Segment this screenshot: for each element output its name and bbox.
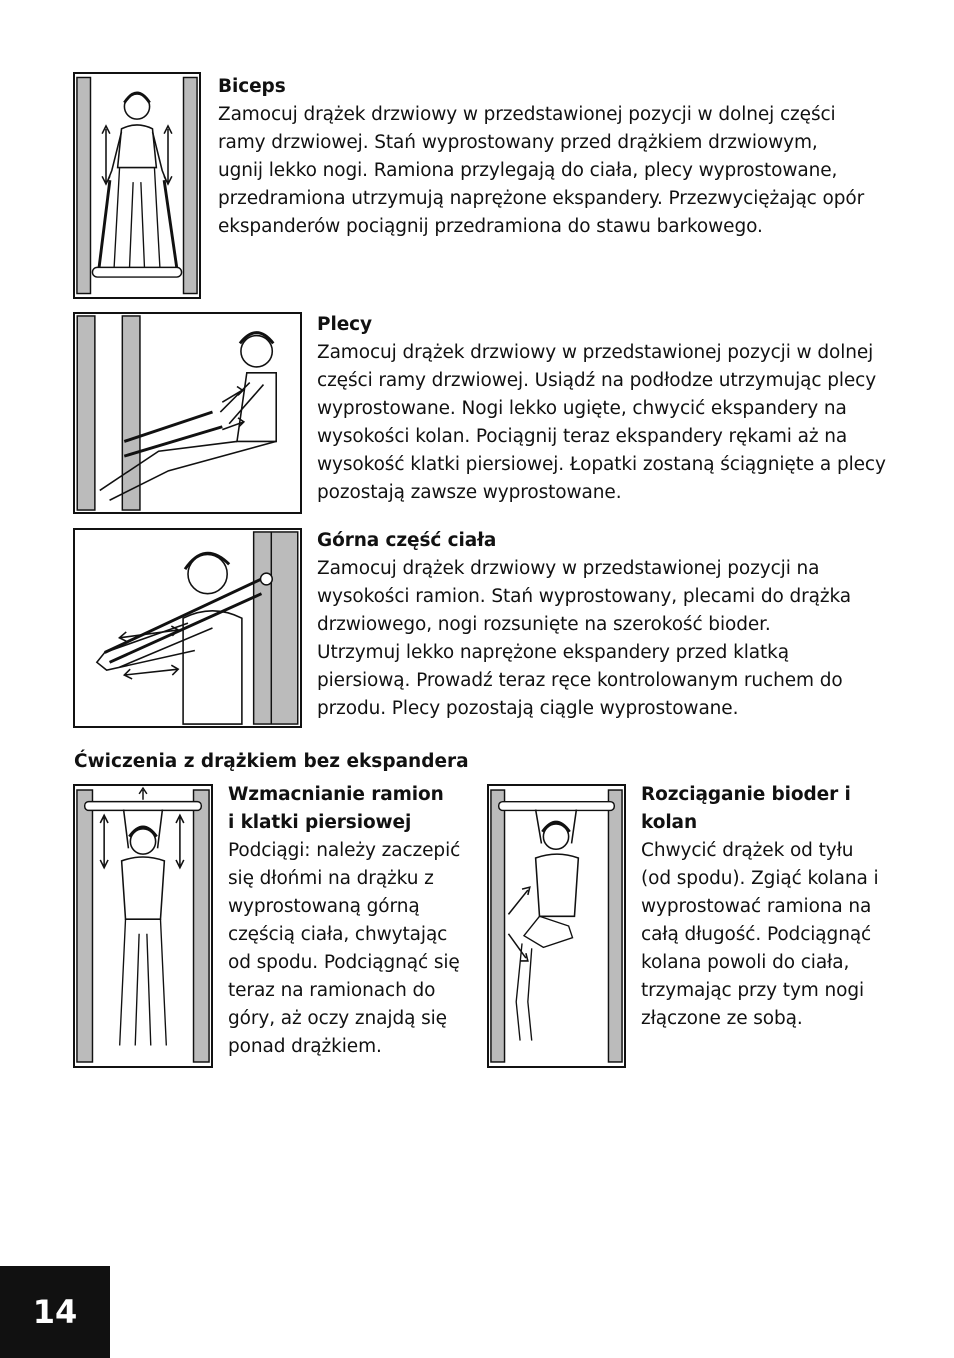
biceps-line: ramy drzwiowej. Stań wyprostowany przed drążkiem drzwiowym, — [218, 132, 818, 153]
pullup-title: i klatki piersiowej — [228, 812, 412, 833]
biceps-line: przedramiona utrzymują naprężone ekspandery. Przezwyciężając opór — [218, 188, 865, 209]
hip-stretch-line: całą długość. Podciągnąć — [641, 924, 872, 945]
hip-stretch-illustration — [487, 784, 626, 1068]
biceps-line: Zamocuj drążek drzwiowy w przedstawionej pozycji w dolnej części — [218, 104, 836, 125]
back-line: wysokość klatki piersiowej. Łopatki zostaną ściągnięte a plecy — [317, 454, 886, 475]
biceps-line: ekspanderów pociągnij przedramiona do stawu barkowego. — [218, 216, 763, 237]
upper-body-line: piersiową. Prowadź teraz ręce kontrolowanym ruchem do — [317, 670, 843, 691]
page-number: 14 — [0, 1266, 110, 1358]
upper-body-line: Zamocuj drążek drzwiowy w przedstawionej pozycji na — [317, 558, 820, 579]
upper-body-line: wysokości ramion. Stań wyprostowany, plecami do drążka — [317, 586, 852, 607]
pullup-text — [228, 781, 478, 1061]
upper-body-line: Utrzymuj lekko naprężone ekspandery przed klatką — [317, 642, 789, 663]
back-line: pozostają zawsze wyprostowane. — [317, 482, 622, 503]
back-line: Zamocuj drążek drzwiowy w przedstawionej pozycji w dolnej — [317, 342, 874, 363]
back-line: wysokości kolan. Pociągnij teraz ekspandery rękami aż na — [317, 426, 848, 447]
upper-body-illustration — [73, 528, 302, 728]
biceps-illustration — [73, 72, 201, 299]
pullup-line: się dłońmi na drążku z — [228, 868, 434, 889]
hip-stretch-title: kolan — [641, 812, 698, 833]
pullup-line: częścią ciała, chwytając — [228, 924, 448, 945]
hip-stretch-line: kolana powoli do ciała, — [641, 952, 850, 973]
pullup-line: od spodu. Podciągnąć się — [228, 952, 460, 973]
back-exercise-illustration — [73, 312, 302, 514]
pullup-line: Podciągi: należy zaczepić — [228, 840, 461, 861]
pullup-illustration — [73, 784, 213, 1068]
back-line: części ramy drzwiowej. Usiądź na podłodze utrzymując plecy — [317, 370, 877, 391]
upper-body-line: przodu. Plecy pozostają ciągle wyprostowane. — [317, 698, 739, 719]
biceps-text — [218, 73, 898, 241]
hip-stretch-text — [641, 781, 901, 1033]
biceps-title: Biceps — [218, 76, 286, 97]
pullup-title: Wzmacnianie ramion — [228, 784, 444, 805]
back-title: Plecy — [317, 314, 372, 335]
upper-body-title: Górna część ciała — [317, 530, 497, 551]
upper-body-text — [317, 527, 907, 723]
section-title: Ćwiczenia z drążkiem bez ekspandera — [74, 751, 469, 772]
hip-stretch-title: Rozciąganie bioder i — [641, 784, 851, 805]
pullup-line: wyprostowaną górną — [228, 896, 420, 917]
hip-stretch-line: wyprostować ramiona na — [641, 896, 872, 917]
hip-stretch-line: złączone ze sobą. — [641, 1008, 803, 1029]
pullup-line: góry, aż oczy znajdą się — [228, 1008, 447, 1029]
hip-stretch-line: (od spodu). Zgiąć kolana i — [641, 868, 879, 889]
hip-stretch-line: Chwycić drążek od tyłu — [641, 840, 854, 861]
back-line: wyprostowane. Nogi lekko ugięte, chwycić ekspandery na — [317, 398, 847, 419]
upper-body-line: drzwiowego, nogi rozsunięte na szerokość bioder. — [317, 614, 771, 635]
biceps-line: ugnij lekko nogi. Ramiona przylegają do ciała, plecy wyprostowane, — [218, 160, 838, 181]
back-text — [317, 311, 907, 507]
hip-stretch-line: trzymając przy tym nogi — [641, 980, 865, 1001]
pullup-line: teraz na ramionach do — [228, 980, 436, 1001]
pullup-line: ponad drążkiem. — [228, 1036, 382, 1057]
